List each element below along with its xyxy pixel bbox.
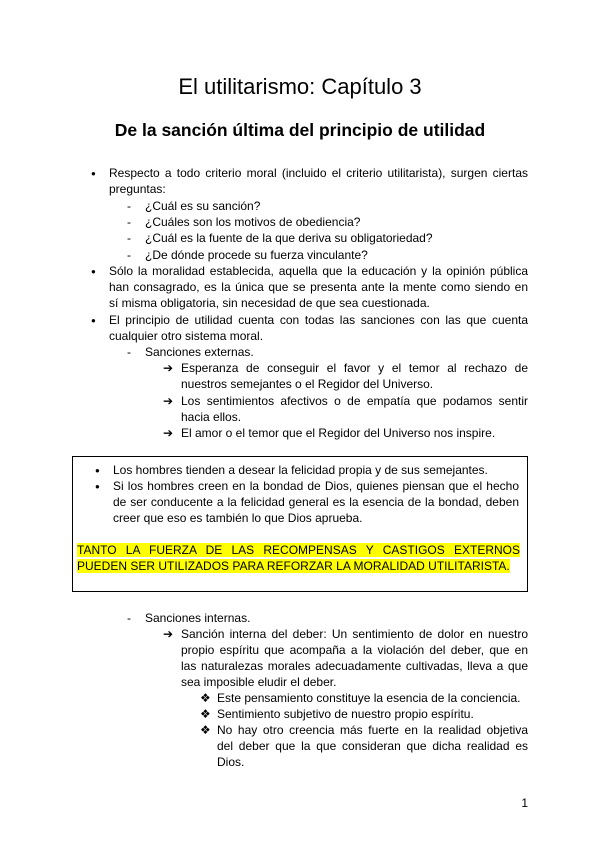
internal-sanctions-label: Sanciones internas. (145, 611, 251, 625)
box-bullet-2-line-1: Si los hombres creen en la bondad de Dios, quienes piensan que el hecho (113, 479, 519, 493)
page-title: El utilitarismo: Capítulo 3 (178, 74, 422, 99)
arrow-icon: ➔ (163, 394, 174, 408)
diamond-icon: ❖ (200, 723, 211, 737)
arrow-icon: ➔ (163, 426, 174, 440)
box-bullet-2-line-2: de ser conducente a la felicidad general es la esencia de la bondad, deben (113, 495, 519, 509)
dash-icon: - (127, 231, 131, 245)
bullet2-line-2: han consagrado, es la única que se presenta ante la mente como siendo en (109, 280, 528, 294)
question-2: ¿Cuáles son los motivos de obediencia? (145, 215, 361, 229)
diamond-icon: ❖ (200, 707, 211, 721)
bullet3-line-2: cualquier otro sistema moral. (109, 329, 264, 343)
diamond-icon: ❖ (200, 691, 211, 705)
highlight-line-1: TANTO LA FUERZA DE LAS RECOMPENSAS Y CASTIGOS EXTERNOS (77, 543, 520, 557)
dash-icon: - (127, 199, 131, 213)
bullet-icon: ● (91, 316, 96, 325)
internal-subitem-3-line-2: del deber que la que consideran que dicha realidad es (217, 739, 528, 753)
bullet2-line-3: sí misma obligatoria, sin necesidad de que sea cuestionada. (109, 296, 430, 310)
internal-subitem-3-line-1: No hay otro creencia más fuerte en la realidad objetiva (217, 723, 528, 737)
external-sanctions-label: Sanciones externas. (145, 345, 254, 359)
external-item-2-line-1: Los sentimientos afectivos o de empatía que podamos sentir (181, 394, 528, 408)
internal-item-line-1: Sanción interna del deber: Un sentimiento de dolor en nuestro (181, 627, 528, 641)
question-1: ¿Cuál es su sanción? (145, 199, 261, 213)
internal-subitem-3-line-3: Dios. (217, 755, 245, 769)
box-bullet-2-line-3: creer que eso es también lo que Dios aprueba. (113, 511, 363, 525)
internal-subitem-2: Sentimiento subjetivo de nuestro propio espíritu. (217, 707, 474, 721)
external-item-3: El amor o el temor que el Regidor del Universo nos inspire. (181, 426, 496, 440)
arrow-icon: ➔ (163, 361, 174, 375)
section-heading: De la sanción última del principio de utilidad (114, 120, 486, 140)
internal-item-line-4: sea imposible eludir el deber. (181, 675, 337, 689)
bullet3-line-1: El principio de utilidad cuenta con todas las sanciones con las que cuenta (109, 313, 528, 327)
highlight-line-2: PUEDEN SER UTILIZADOS PARA REFORZAR LA MORALIDAD UTILITARISTA. (77, 559, 510, 573)
arrow-icon: ➔ (163, 627, 174, 641)
bullet-icon: ● (95, 482, 100, 491)
external-item-1-line-2: nuestros semejantes o el Regidor del Universo. (181, 377, 434, 391)
page-number: 1 (521, 796, 528, 810)
question-4: ¿De dónde procede su fuerza vinculante? (145, 248, 368, 262)
internal-subitem-1: Este pensamiento constituye la esencia de la conciencia. (217, 691, 521, 705)
bullet2-line-1: Sólo la moralidad establecida, aquella que la educación y la opinión pública (109, 264, 528, 278)
bullet-icon: ● (91, 267, 96, 276)
dash-icon: - (127, 248, 131, 262)
external-item-1-line-1: Esperanza de conseguir el favor y el temor al rechazo de (181, 361, 528, 375)
dash-icon: - (127, 345, 131, 359)
internal-item-line-2: propio espíritu que acompaña a la violación del deber, que en (181, 643, 528, 657)
dash-icon: - (127, 611, 131, 625)
external-item-2-line-2: hacia ellos. (181, 410, 242, 424)
question-3: ¿Cuál es la fuente de la que deriva su obligatoriedad? (145, 231, 433, 245)
box-bullet-1: Los hombres tienden a desear la felicidad propia y de sus semejantes. (113, 463, 488, 477)
dash-icon: - (127, 215, 131, 229)
bullet-icon: ● (95, 466, 100, 475)
bullet1-line-2: preguntas: (109, 182, 166, 196)
bullet1-line-1: Respecto a todo criterio moral (incluido el criterio utilitarista), surgen ciertas (109, 166, 528, 180)
bullet-icon: ● (91, 169, 96, 178)
internal-item-line-3: las naturalezas morales adecuadamente cultivadas, lleva a que (181, 659, 528, 673)
